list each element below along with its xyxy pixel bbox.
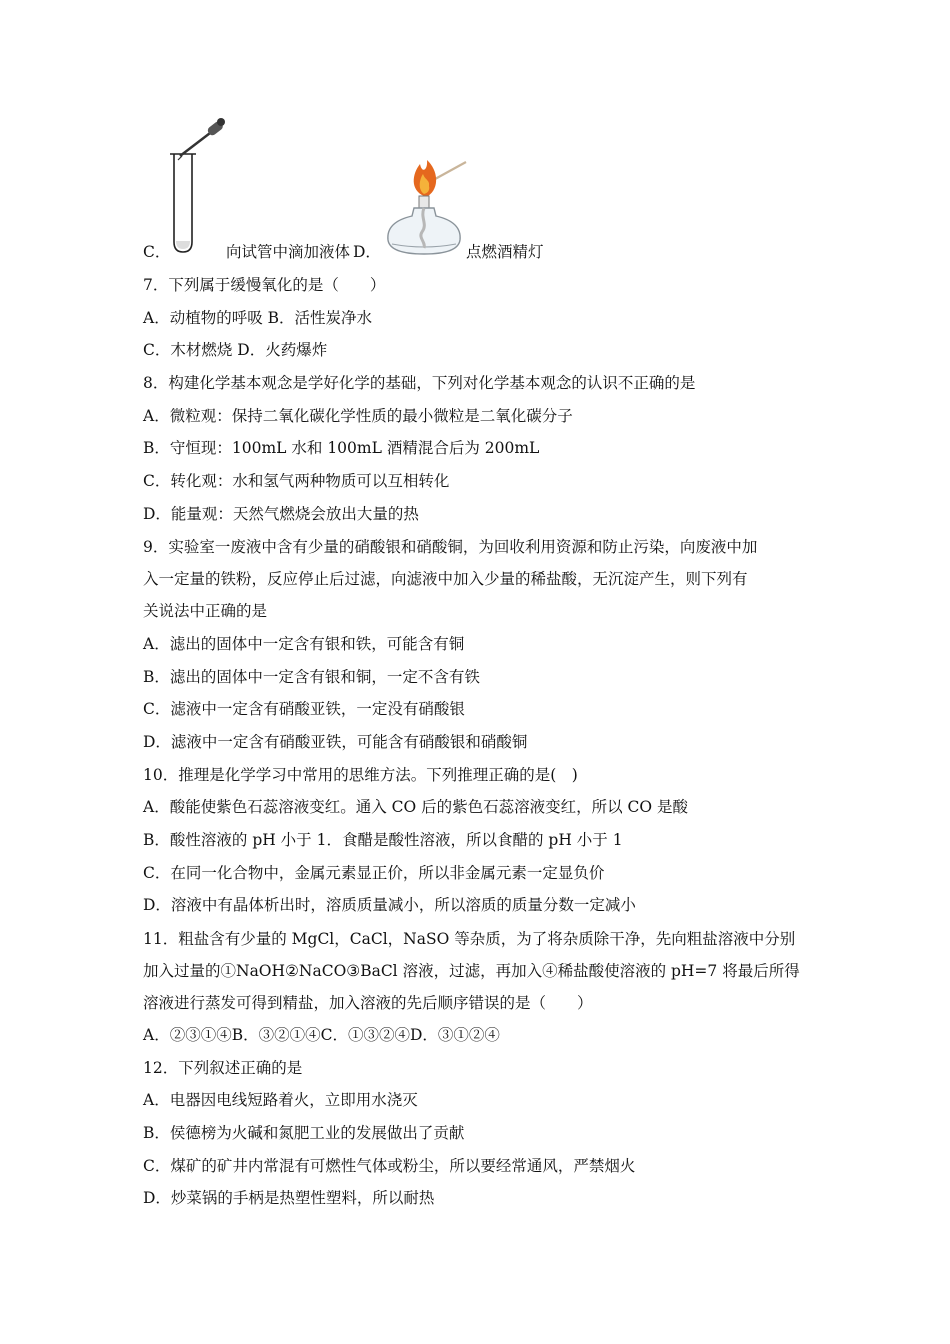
q8-option-c: C．转化观：水和氢气两种物质可以互相转化 <box>143 472 450 490</box>
question-11-line2: 加入过量的①NaOH②NaCO③BaCl 溶液，过滤，再加入④稀盐酸使溶液的 pH=7 将最后所得 <box>143 962 800 980</box>
q10-option-c: C．在同一化合物中，金属元素显正价，所以非金属元素一定显负价 <box>143 864 605 882</box>
question-8: 8．构建化学基本观念是学好化学的基础，下列对化学基本观念的认识不正确的是 <box>143 374 696 392</box>
q10-option-b: B．酸性溶液的 pH 小于 1．食醋是酸性溶液，所以食醋的 pH 小于 1 <box>143 831 623 849</box>
option-c-letter: C． <box>143 243 171 261</box>
q9-option-b: B．滤出的固体中一定含有银和铜，一定不含有铁 <box>143 668 480 686</box>
option-d-text: 点燃酒精灯 <box>466 243 544 261</box>
question-12: 12．下列叙述正确的是 <box>143 1059 303 1077</box>
q12-option-c: C．煤矿的矿井内常混有可燃性气体或粉尘，所以要经常通风，严禁烟火 <box>143 1157 636 1175</box>
question-9-line1: 9．实验室一废液中含有少量的硝酸银和硝酸铜，为回收利用资源和防止污染，向废液中加 <box>143 538 758 556</box>
alcohol-lamp-icon <box>380 156 470 260</box>
question-11-line3: 溶液进行蒸发可得到精盐，加入溶液的先后顺序错误的是（ ） <box>143 994 593 1012</box>
question-9-line3: 关说法中正确的是 <box>143 602 268 620</box>
question-11-line1: 11．粗盐含有少量的 MgCl，CaCl，NaSO 等杂质，为了将杂质除干净，先向粗盐溶液中分别 <box>143 930 796 948</box>
q9-option-c: C．滤液中一定含有硝酸亚铁，一定没有硝酸银 <box>143 700 465 718</box>
q12-option-a: A．电器因电线短路着火，立即用水浇灭 <box>143 1091 418 1109</box>
option-d-letter: D． <box>353 243 381 261</box>
test-tube-dropper-icon <box>168 116 230 254</box>
q7-options-cd: C．木材燃烧 D．火药爆炸 <box>143 341 328 359</box>
q7-options-ab: A．动植物的呼吸 B．活性炭净水 <box>143 309 373 327</box>
question-10: 10．推理是化学学习中常用的思维方法。下列推理正确的是( ) <box>143 766 578 784</box>
q12-option-b: B．侯德榜为火碱和氮肥工业的发展做出了贡献 <box>143 1124 465 1142</box>
q8-option-b: B．守恒现：100mL 水和 100mL 酒精混合后为 200mL <box>143 439 540 457</box>
q10-option-d: D．溶液中有晶体析出时，溶质质量减小，所以溶质的质量分数一定减小 <box>143 896 636 914</box>
q11-options: A．②③①④B．③②①④C．①③②④D．③①②④ <box>143 1026 500 1044</box>
q8-option-d: D．能量观：天然气燃烧会放出大量的热 <box>143 505 419 523</box>
q8-option-a: A．微粒观：保持二氧化碳化学性质的最小微粒是二氧化碳分子 <box>143 407 573 425</box>
question-7: 7．下列属于缓慢氧化的是（ ） <box>143 276 386 294</box>
q9-option-a: A．滤出的固体中一定含有银和铁，可能含有铜 <box>143 635 465 653</box>
option-c-text: 向试管中滴加液体 <box>226 243 351 261</box>
q10-option-a: A．酸能使紫色石蕊溶液变红。通入 CO 后的紫色石蕊溶液变红，所以 CO 是酸 <box>143 798 689 816</box>
q12-option-d: D．炒菜锅的手柄是热塑性塑料，所以耐热 <box>143 1189 435 1207</box>
question-9-line2: 入一定量的铁粉，反应停止后过滤，向滤液中加入少量的稀盐酸，无沉淀产生，则下列有 <box>143 570 748 588</box>
q9-option-d: D．滤液中一定含有硝酸亚铁，可能含有硝酸银和硝酸铜 <box>143 733 528 751</box>
